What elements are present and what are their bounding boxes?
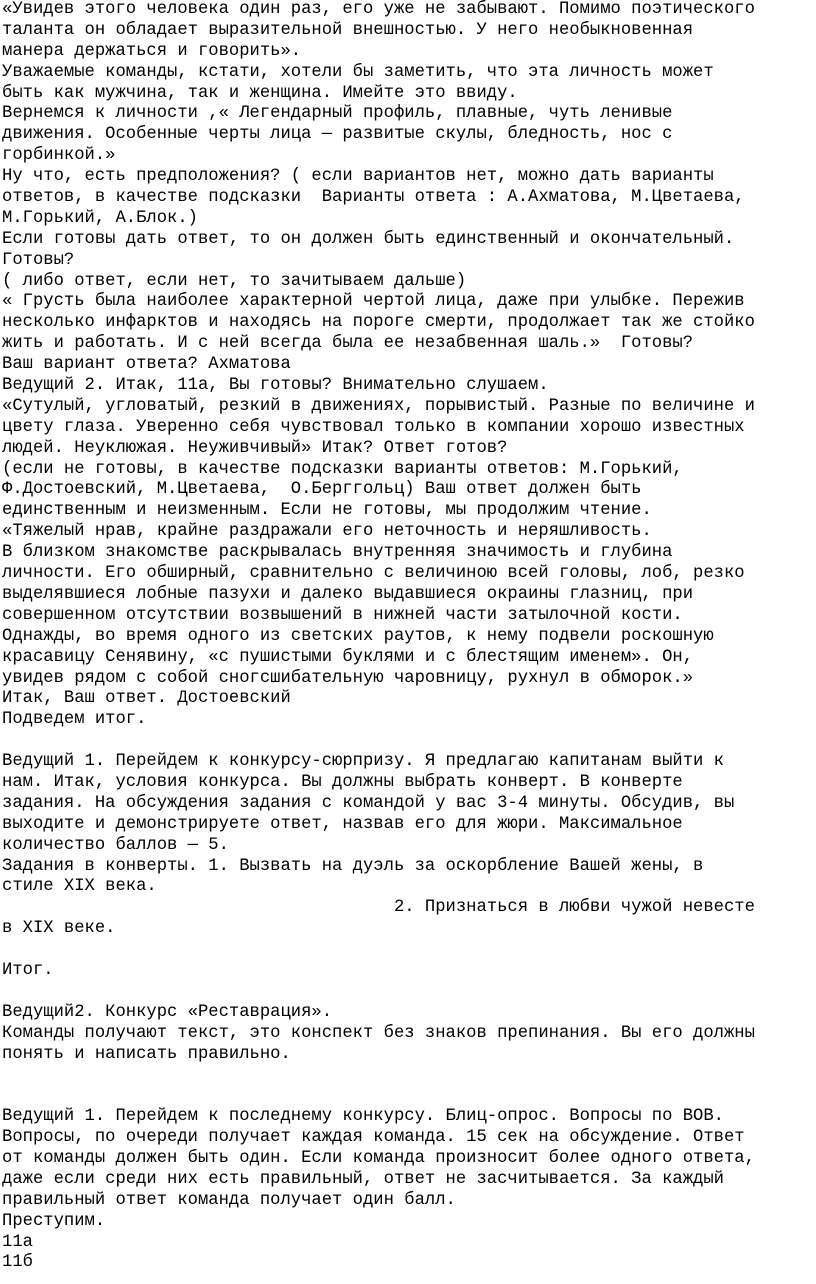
text-line: выделявшиеся лобные пазухи и далеко выдавшиеся окраины глазниц, при xyxy=(2,584,694,604)
blank-line xyxy=(2,1065,814,1086)
text-line: увидев рядом с собой сногсшибательную чаровницу, рухнул в обморок.» xyxy=(2,668,694,688)
text-line: « Грусть была наиболее характерной чертой лица, даже при улыбке. Пережив xyxy=(2,292,745,312)
text-line: 11а xyxy=(2,1232,33,1252)
text-line: личности. Его обширный, сравнительно с величиною всей головы, лоб, резко xyxy=(2,564,745,584)
text-line: количество баллов — 5. xyxy=(2,835,229,855)
blank-line xyxy=(2,1086,814,1107)
blank-line xyxy=(2,940,814,961)
text-line: единственным и неизменным. Если не готовы, мы продолжим чтение. xyxy=(2,501,652,521)
text-line: 2. Признаться в любви чужой невесте xyxy=(2,898,755,918)
text-line: цвету глаза. Уверенно себя чувствовал только в компании хорошо известных xyxy=(2,417,745,437)
text-line: ( либо ответ, если нет, то зачитываем дальше) xyxy=(2,271,467,291)
text-line: (если не готовы, в качестве подсказки варианты ответов: М.Горький, xyxy=(2,459,683,479)
text-line: Ну что, есть предположения? ( если вариантов нет, можно дать варианты xyxy=(2,167,714,187)
text-line: нам. Итак, условия конкурса. Вы должны выбрать конверт. В конверте xyxy=(2,772,683,792)
text-line: горбинкой.» xyxy=(2,146,116,166)
text-line: Ф.Достоевский, М.Цветаева, О.Берггольц) Ваш ответ должен быть xyxy=(2,480,642,500)
text-line: задания. На обсуждения задания с командой у вас 3-4 минуты. Обсудив, вы xyxy=(2,793,735,813)
text-line: жить и работать. И с ней всегда была ее незабвенная шаль.» Готовы? xyxy=(2,334,694,354)
text-line: Задания в конверты. 1. Вызвать на дуэль за оскорбление Вашей жены, в xyxy=(2,856,704,876)
text-line: даже если среди них есть правильный, ответ не засчитывается. За каждый xyxy=(2,1169,724,1189)
text-line: 11б xyxy=(2,1253,33,1273)
text-line: Итог. xyxy=(2,960,54,980)
text-line: Ведущий 1. Перейдем к конкурсу-сюрпризу. Я предлагаю капитанам выйти к xyxy=(2,752,724,772)
text-line: красавицу Сенявину, «с пушистыми буклями и с блестящим именем». Он, xyxy=(2,647,694,667)
text-line: движения. Особенные черты лица — развитые скулы, бледность, нос с xyxy=(2,125,673,145)
text-line: Если готовы дать ответ, то он должен быть единственный и окончательный. xyxy=(2,229,735,249)
text-line: выходите и демонстрируете ответ, назвав его для жюри. Максимальное xyxy=(2,814,683,834)
text-line: ответов, в качестве подсказки Варианты ответа : А.Ахматова, М.Цветаева, xyxy=(2,188,745,208)
text-line: «Сутулый, угловатый, резкий в движениях, порывистый. Разные по величине и xyxy=(2,396,755,416)
text-line: в XIX веке. xyxy=(2,919,116,939)
text-line: Готовы? xyxy=(2,250,75,270)
text-line: манера держаться и говорить». xyxy=(2,41,302,61)
text-line: Уважаемые команды, кстати, хотели бы заметить, что эта личность может xyxy=(2,62,714,82)
text-line: правильный ответ команда получает один балл. xyxy=(2,1190,456,1210)
text-line: «Тяжелый нрав, крайне раздражали его неточность и неряшливость. xyxy=(2,522,652,542)
text-line: Преступим. xyxy=(2,1211,106,1231)
text-line: от команды должен быть один. Если команда произносит более одного ответа, xyxy=(2,1148,755,1168)
text-line: быть как мужчина, так и женщина. Имейте это ввиду. xyxy=(2,83,518,103)
text-line: несколько инфарктов и находясь на пороге смерти, продолжает так же стойко xyxy=(2,313,755,333)
text-line: М.Горький, А.Блок.) xyxy=(2,208,198,228)
text-line: Ваш вариант ответа? Ахматова xyxy=(2,355,291,375)
text-line: Однажды, во время одного из светских раутов, к нему подвели роскошную xyxy=(2,626,714,646)
text-line: Ведущий2. Конкурс «Реставрация». xyxy=(2,1002,333,1022)
text-line: Итак, Ваш ответ. Достоевский xyxy=(2,689,291,709)
text-line: «Увидев этого человека один раз, его уже не забывают. Помимо поэтического xyxy=(2,0,755,19)
text-line: Ведущий 2. Итак, 11а, Вы готовы? Внимательно слушаем. xyxy=(2,376,549,396)
blank-line xyxy=(2,982,814,1003)
text-line: Вернемся к личности ,« Легендарный профиль, плавные, чуть ленивые xyxy=(2,104,673,124)
text-line: Подведем итог. xyxy=(2,710,147,730)
text-line: людей. Неуклюжая. Неуживчивый» Итак? Ответ готов? xyxy=(2,438,508,458)
text-line: таланта он обладает выразительной внешностью. У него необыкновенная xyxy=(2,20,694,40)
text-line: совершенном отсутствии возвышений в нижней части затылочной кости. xyxy=(2,605,683,625)
text-line: Вопросы, по очереди получает каждая команда. 15 сек на обсуждение. Ответ xyxy=(2,1128,745,1148)
text-line: Ведущий 1. Перейдем к последнему конкурсу. Блиц-опрос. Вопросы по ВОВ. xyxy=(2,1107,724,1127)
text-line: понять и написать правильно. xyxy=(2,1044,291,1064)
text-line: Команды получают текст, это конспект без знаков препинания. Вы его должны xyxy=(2,1023,755,1043)
blank-line xyxy=(2,731,814,752)
text-line: стиле XIX века. xyxy=(2,877,157,897)
text-line: В близком знакомстве раскрывалась внутренняя значимость и глубина xyxy=(2,543,673,563)
document-page xyxy=(2,0,814,1274)
